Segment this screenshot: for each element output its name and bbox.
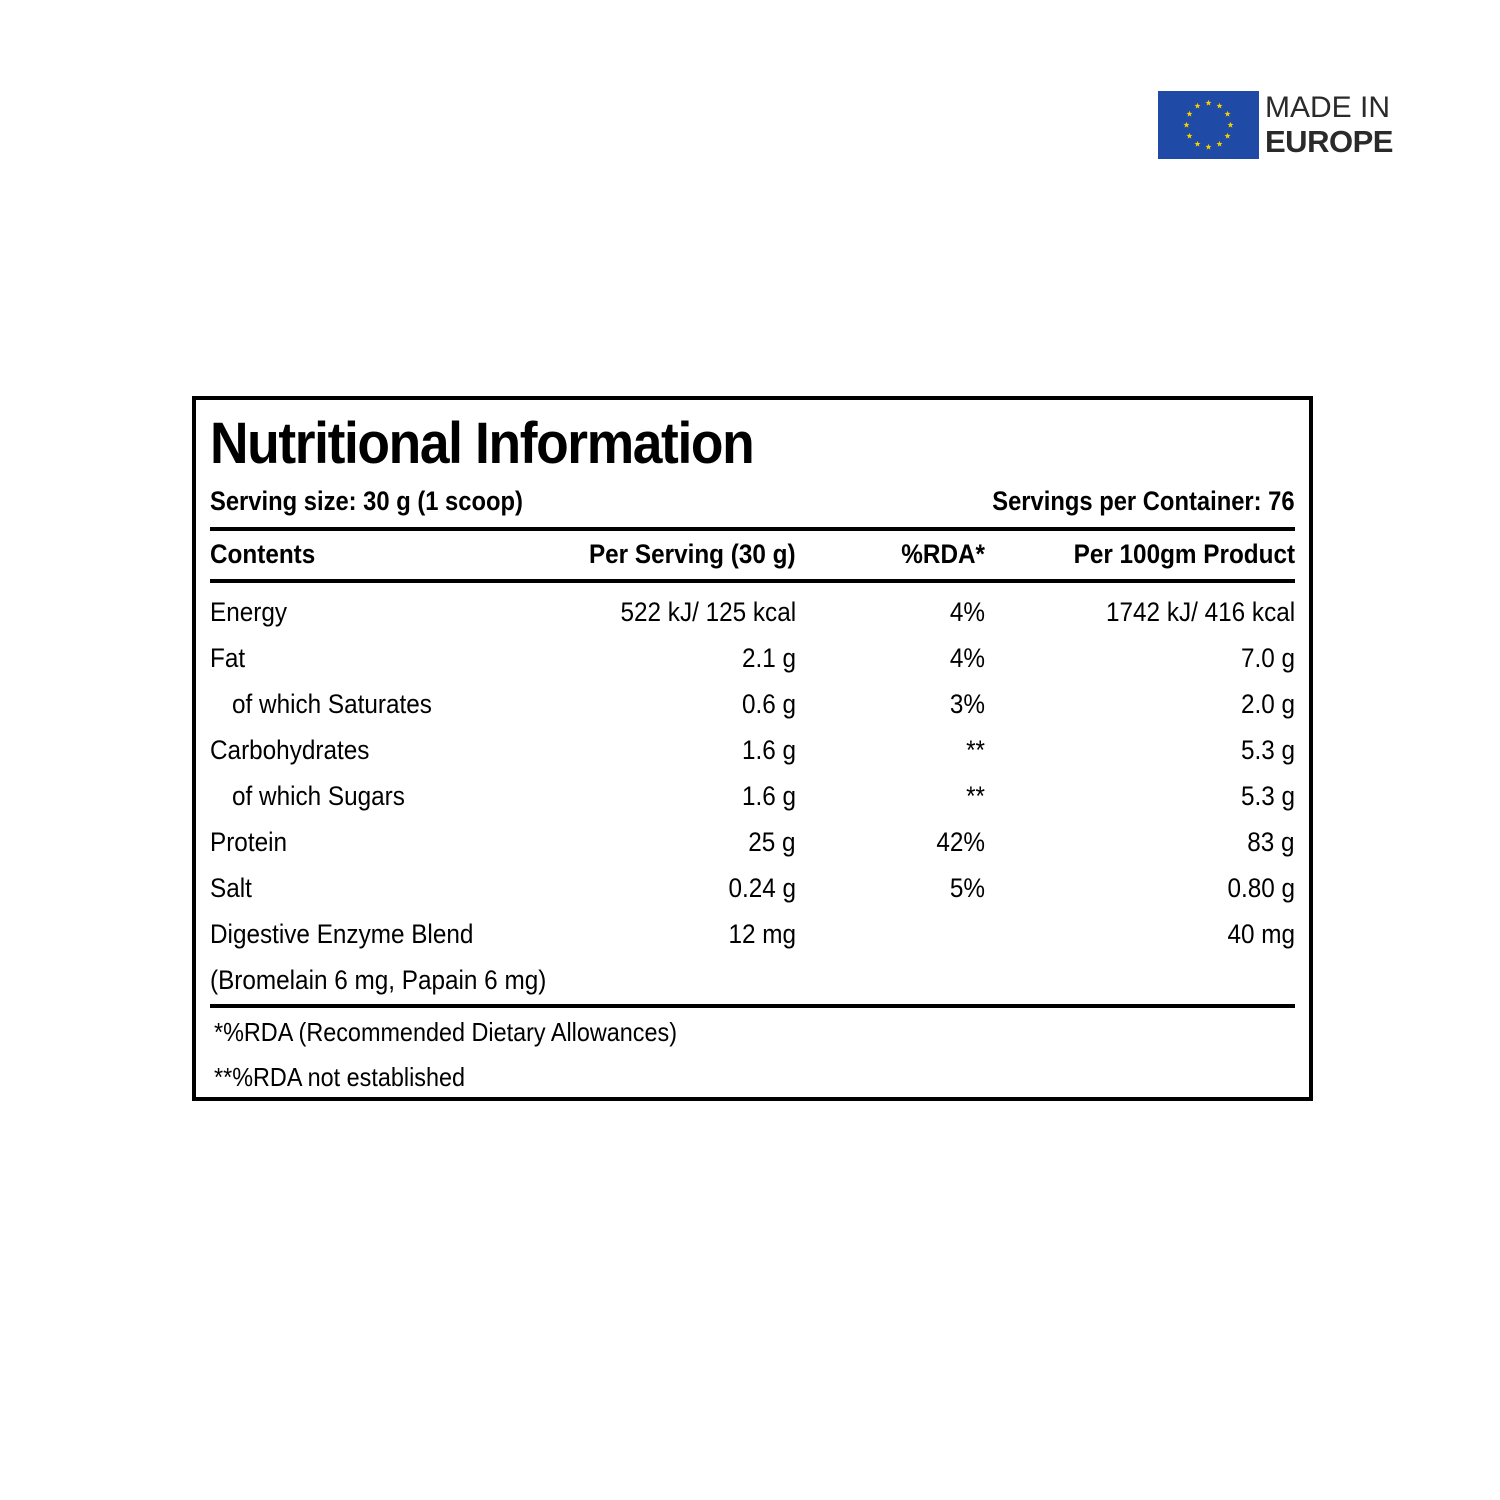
table-header-row (210, 534, 1295, 574)
row-name: Protein (210, 827, 288, 857)
row-name: (Bromelain 6 mg, Papain 6 mg) (210, 965, 547, 995)
footnote-not-established: **%RDA not established (214, 1062, 466, 1092)
row-per-100: 40 mg (1227, 919, 1295, 949)
row-per-serving: 0.6 g (741, 689, 796, 719)
row-name: Fat (210, 643, 246, 673)
row-per-serving: 0.24 g (728, 873, 796, 903)
serving-size: Serving size: 30 g (1 scoop) (210, 486, 523, 516)
header-contents: Contents (210, 539, 316, 569)
divider (210, 1004, 1295, 1008)
row-name: Carbohydrates (210, 735, 370, 765)
row-per-serving: 1.6 g (741, 735, 796, 765)
row-per-100: 2.0 g (1240, 689, 1295, 719)
row-per-100: 5.3 g (1240, 735, 1295, 765)
row-per-serving: 2.1 g (741, 643, 796, 673)
panel-title: Nutritional Information (210, 411, 754, 476)
row-per-serving: 12 mg (728, 919, 796, 949)
row-rda: 4% (949, 597, 985, 627)
divider (210, 579, 1295, 583)
europe-label: EUROPE (1265, 124, 1393, 159)
row-rda: 42% (936, 827, 985, 857)
row-per-100: 7.0 g (1240, 643, 1295, 673)
table-row (210, 868, 1295, 908)
made-in-label: MADE IN (1265, 91, 1391, 124)
footnote-rda: *%RDA (Recommended Dietary Allowances) (214, 1017, 677, 1047)
table-row (210, 776, 1295, 816)
row-name: of which Saturates (232, 689, 432, 719)
table-row (210, 822, 1295, 862)
row-rda: 3% (949, 689, 985, 719)
row-per-serving: 522 kJ/ 125 kcal (620, 597, 796, 627)
eu-flag-icon (1158, 91, 1259, 159)
row-name: Salt (210, 873, 252, 903)
servings-per-container: Servings per Container: 76 (992, 486, 1295, 516)
row-rda: ** (966, 735, 985, 765)
divider (210, 527, 1295, 531)
made-in-europe-text (1265, 91, 1408, 159)
table-row (210, 638, 1295, 678)
table-row (210, 684, 1295, 724)
row-per-100: 83 g (1247, 827, 1295, 857)
row-rda: 5% (949, 873, 985, 903)
row-name: Digestive Enzyme Blend (210, 919, 474, 949)
nutrition-panel (192, 396, 1313, 1101)
table-row (210, 960, 1295, 1000)
row-per-100: 5.3 g (1240, 781, 1295, 811)
row-per-serving: 1.6 g (741, 781, 796, 811)
header-per-100: Per 100gm Product (1073, 539, 1295, 569)
row-name: Energy (210, 597, 288, 627)
row-per-100: 0.80 g (1227, 873, 1295, 903)
made-in-europe-badge (1158, 91, 1408, 159)
row-name: of which Sugars (232, 781, 405, 811)
row-per-serving: 25 g (748, 827, 796, 857)
header-rda: %RDA* (901, 539, 985, 569)
row-rda: ** (966, 781, 985, 811)
table-row (210, 730, 1295, 770)
table-row (210, 592, 1295, 632)
row-rda: 4% (949, 643, 985, 673)
table-row (210, 914, 1295, 954)
row-per-100: 1742 kJ/ 416 kcal (1105, 597, 1295, 627)
header-per-serving: Per Serving (30 g) (589, 539, 796, 569)
